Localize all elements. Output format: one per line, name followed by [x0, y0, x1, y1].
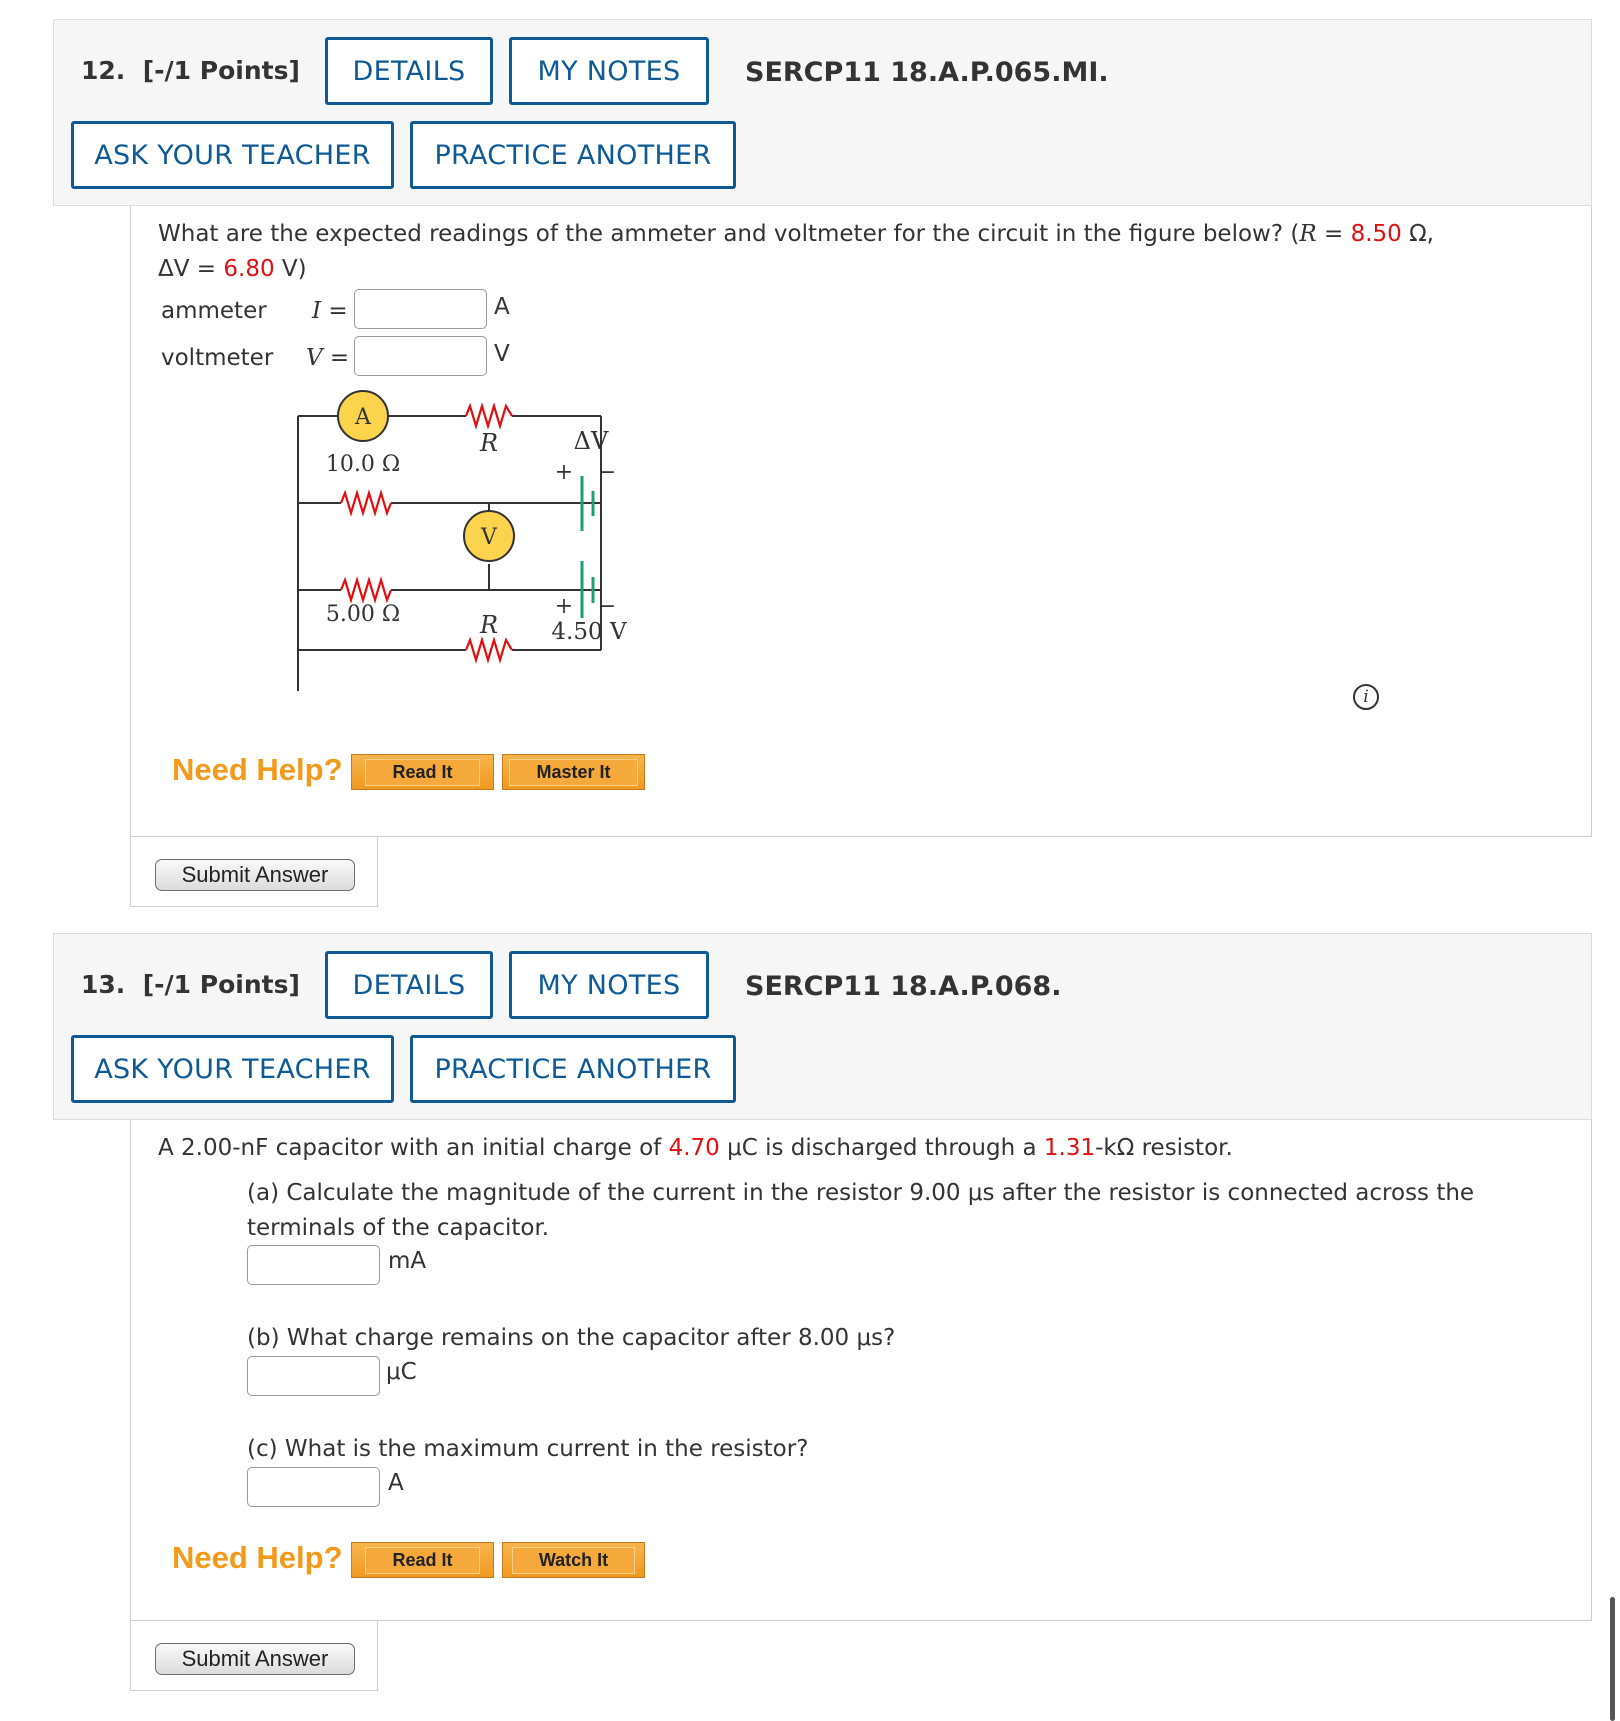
q13-details-button[interactable]: DETAILS: [325, 951, 493, 1019]
q12-prompt-r-symbol: R: [1299, 221, 1317, 247]
q13-part-b-unit: μC: [386, 1359, 417, 1385]
q13-part-c: (c) What is the maximum current in the resistor?: [247, 1436, 809, 1462]
q12-prompt-eq: =: [1316, 221, 1351, 247]
q12-voltmeter-var: V =: [306, 345, 350, 371]
q13-body: [130, 1120, 1592, 1621]
q13-part-b: (b) What charge remains on the capacitor after 8.00 μs?: [247, 1325, 896, 1351]
q12-label-r-bottom: R: [479, 611, 499, 639]
q13-part-c-unit: A: [388, 1470, 404, 1496]
q12-ammeter-letter: A: [355, 405, 371, 430]
q12-resistor-5ohm: [341, 580, 391, 600]
q12-points: [-/1 Points]: [142, 56, 300, 85]
q12-battery-bottom-plus: +: [554, 594, 574, 619]
q12-submit-area: [130, 837, 378, 907]
q13-part-a-input[interactable]: [247, 1245, 380, 1285]
q12-given-r-value: 8.50: [1350, 221, 1402, 247]
q12-number-text: 12.: [81, 56, 126, 85]
q13-part-a-line1: (a) Calculate the magnitude of the current in the resistor 9.00 μs after the resistor is connected across the: [247, 1180, 1475, 1206]
q13-number-text: 13.: [81, 970, 126, 999]
q13-part-a-unit: mA: [388, 1248, 427, 1274]
q12-master-it-button[interactable]: [502, 754, 645, 790]
q13-my-notes-button[interactable]: MY NOTES: [509, 951, 709, 1019]
q12-label-5ohm: 5.00 Ω: [325, 602, 401, 627]
q12-voltmeter-var-symbol: V: [306, 345, 323, 371]
q12-ammeter-input[interactable]: [354, 289, 487, 329]
q12-ammeter-label: ammeter: [161, 298, 267, 324]
q12-battery-top-minus: −: [597, 460, 617, 485]
q12-circuit-figure: [271, 381, 651, 691]
q13-prompt: [158, 1135, 1233, 1161]
q13-part-b-input[interactable]: [247, 1356, 380, 1396]
q12-given-dv-value: 6.80: [223, 256, 275, 282]
q13-read-it-label: Read It: [365, 1547, 479, 1574]
q12-info-icon[interactable]: i: [1353, 684, 1379, 710]
q12-label-dv: ΔV: [573, 427, 609, 455]
q12-label-4-50v: 4.50 V: [551, 619, 627, 645]
q13-part-c-input[interactable]: [247, 1467, 380, 1507]
q12-ammeter-var-symbol: I: [312, 298, 322, 324]
q12-prompt-r-unit: Ω,: [1401, 221, 1434, 247]
q13-problem-code: SERCP11 18.A.P.068.: [745, 971, 1062, 1002]
q12-ammeter-var: I =: [312, 298, 348, 324]
q12-battery-bottom-minus: −: [597, 594, 617, 619]
q12-prompt-dv-unit: V): [274, 256, 307, 282]
q12-voltmeter-letter: V: [481, 525, 497, 550]
q12-my-notes-button[interactable]: MY NOTES: [509, 37, 709, 105]
q12-voltmeter-label: voltmeter: [161, 345, 274, 371]
q13-submit-area: [130, 1621, 378, 1691]
q13-prompt-text-c: -kΩ resistor.: [1095, 1135, 1233, 1161]
q12-ask-your-teacher-button[interactable]: ASK YOUR TEACHER: [71, 121, 394, 189]
q13-read-it-button[interactable]: [351, 1542, 494, 1578]
q12-resistor-10ohm: [341, 493, 391, 513]
q12-read-it-label: Read It: [365, 759, 479, 786]
q13-header: [53, 933, 1592, 1120]
q12-read-it-button[interactable]: [351, 754, 494, 790]
q13-number: [81, 970, 300, 999]
q13-prompt-text-a: A 2.00-nF capacitor with an initial charge of: [158, 1135, 669, 1161]
q13-practice-another-button[interactable]: PRACTICE ANOTHER: [410, 1035, 736, 1103]
q12-practice-another-button[interactable]: PRACTICE ANOTHER: [410, 121, 736, 189]
page-scrollbar[interactable]: [1610, 1597, 1615, 1721]
q12-prompt-line1: [158, 221, 1434, 247]
q12-ammeter-unit: A: [494, 294, 510, 320]
q13-ask-your-teacher-button[interactable]: ASK YOUR TEACHER: [71, 1035, 394, 1103]
q12-need-help: Need Help?: [172, 752, 343, 787]
q12-body: [130, 206, 1592, 837]
q13-watch-it-button[interactable]: [502, 1542, 645, 1578]
q13-watch-it-label: Watch It: [512, 1547, 635, 1574]
q12-resistor-r-top: [466, 406, 512, 426]
q12-prompt-dv-symbol: ΔV: [158, 256, 190, 282]
q12-battery-top-plus: +: [554, 460, 574, 485]
q12-master-it-label: Master It: [509, 759, 637, 786]
q12-label-10ohm: 10.0 Ω: [325, 452, 401, 477]
q13-given-resistance-value: 1.31: [1043, 1135, 1096, 1161]
q12-prompt-line2: ΔV = 6.80 V): [158, 256, 307, 282]
q13-need-help: Need Help?: [172, 1540, 343, 1575]
q12-details-button[interactable]: DETAILS: [325, 37, 493, 105]
q12-resistor-r-bottom: [466, 640, 512, 660]
q12-number: [81, 56, 300, 85]
q13-submit-answer-button[interactable]: Submit Answer: [155, 1643, 355, 1675]
q13-prompt-text-b: μC is discharged through a: [719, 1135, 1044, 1161]
q13-given-charge-value: 4.70: [668, 1135, 720, 1161]
q12-problem-code: SERCP11 18.A.P.065.MI.: [745, 57, 1109, 88]
q12-submit-answer-button[interactable]: Submit Answer: [155, 859, 355, 891]
q12-voltmeter-input[interactable]: [354, 336, 487, 376]
q12-header: [53, 19, 1592, 206]
q12-voltmeter-unit: V: [494, 341, 510, 367]
q12-label-r-top: R: [479, 429, 499, 457]
q12-prompt-text: What are the expected readings of the ammeter and voltmeter for the circuit in the figure below? (: [158, 221, 1300, 247]
q13-points: [-/1 Points]: [142, 970, 300, 999]
q13-part-a-line2: terminals of the capacitor.: [247, 1215, 550, 1241]
